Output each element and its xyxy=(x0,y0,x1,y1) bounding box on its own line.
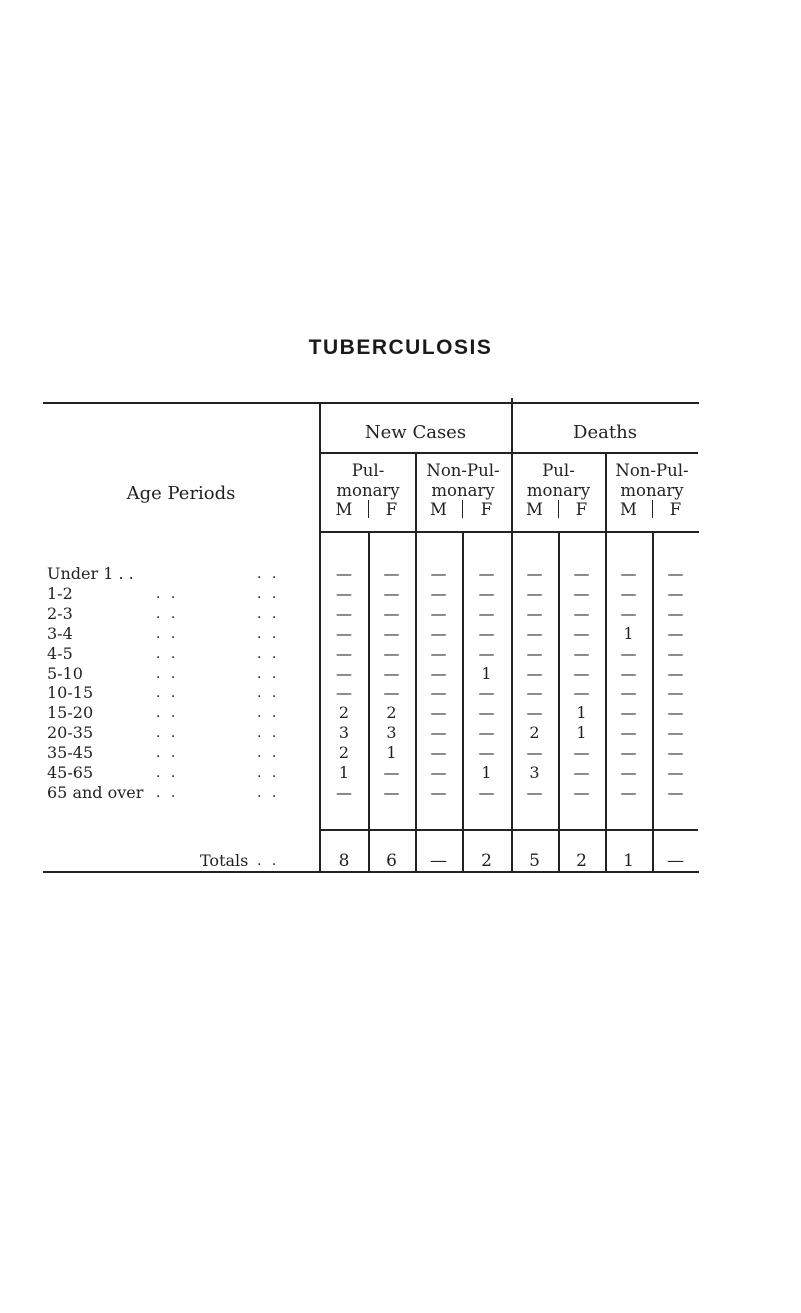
table-cell: 1 xyxy=(338,763,350,782)
table-cell: — xyxy=(478,623,495,643)
table-cell: — xyxy=(336,623,352,643)
table-cell: 1 xyxy=(481,663,492,683)
table-cell: — xyxy=(430,782,447,802)
table-cell: — xyxy=(430,564,447,583)
header-death-pul-1: Pul- xyxy=(542,461,575,480)
table-cell: — xyxy=(526,663,543,683)
table-cell: — xyxy=(620,763,637,782)
table-cell: — xyxy=(383,663,400,683)
row-label: 1-2 xyxy=(47,583,73,603)
row-label: 3-4 xyxy=(47,623,73,643)
table-cell: — xyxy=(383,763,400,782)
table-cell: — xyxy=(526,703,543,723)
table-cell: — xyxy=(667,763,684,782)
row-label: 45-65 xyxy=(47,763,94,782)
table-cell: — xyxy=(430,583,447,603)
row-label: 5-10 xyxy=(47,663,83,683)
row-leader: . . xyxy=(156,765,179,781)
table-cell: — xyxy=(526,623,543,643)
table-cell: — xyxy=(573,564,590,583)
table-cell: — xyxy=(620,743,637,763)
table-cell: — xyxy=(667,623,684,643)
table-cell: — xyxy=(573,782,590,802)
table-cell: — xyxy=(336,643,352,663)
row-leader: . . xyxy=(156,685,179,702)
row-leader: . . xyxy=(156,605,179,622)
table-cell: — xyxy=(526,643,543,663)
row-leader: . . xyxy=(257,585,280,602)
table-cell: — xyxy=(667,683,684,703)
header-f: F xyxy=(385,500,398,519)
row-label: 2-3 xyxy=(47,603,73,623)
table-cell: — xyxy=(430,763,447,782)
table-cell: 3 xyxy=(338,723,350,743)
table-cell: — xyxy=(667,743,684,763)
totals-cell: 8 xyxy=(338,851,350,871)
table-cell: — xyxy=(478,703,495,723)
row-label: Under 1 . . xyxy=(47,564,134,583)
totals-cell: 2 xyxy=(576,851,587,871)
table-cell: — xyxy=(620,603,637,623)
totals-rule xyxy=(320,829,698,831)
row-leader: . . xyxy=(156,725,179,742)
table-cell: — xyxy=(430,683,447,703)
row-label: 4-5 xyxy=(47,643,73,663)
row-leader: . . xyxy=(257,605,280,622)
table-cell: — xyxy=(430,723,447,743)
header-new-nonpul-2: monary xyxy=(431,481,495,500)
header-new-nonpul-1: Non-Pul- xyxy=(426,461,500,480)
table-cell: — xyxy=(573,623,590,643)
table-cell: — xyxy=(336,564,352,583)
totals-cell: 5 xyxy=(529,851,540,871)
row-leader: . . xyxy=(257,725,280,742)
table-cell: 2 xyxy=(386,703,397,723)
header-age-periods: Age Periods xyxy=(126,483,236,504)
header-f: F xyxy=(669,500,682,519)
header-death-nonpul-1: Non-Pul- xyxy=(615,461,689,480)
header-new-pul-1: Pul- xyxy=(351,461,385,480)
table-cell: — xyxy=(430,623,447,643)
table-cell: — xyxy=(478,723,495,743)
group-header-rule xyxy=(320,452,698,454)
row-leader: . . xyxy=(156,745,179,762)
table-cell: 1 xyxy=(576,703,587,723)
table-cell: — xyxy=(430,743,447,763)
table-cell: 2 xyxy=(529,723,540,743)
row-label: 10-15 xyxy=(47,683,94,703)
header-m: M xyxy=(335,500,353,519)
row-label: 35-45 xyxy=(47,743,94,763)
row-label: 20-35 xyxy=(47,723,94,743)
table-cell: — xyxy=(667,564,684,583)
totals-cell: — xyxy=(667,851,684,871)
table-cell: — xyxy=(336,603,352,623)
header-death-nonpul-2: monary xyxy=(620,481,684,500)
table-cell: — xyxy=(620,683,637,703)
table-cell: — xyxy=(620,703,637,723)
table-cell: — xyxy=(667,703,684,723)
table-cell: — xyxy=(430,703,447,723)
row-leader: . . xyxy=(257,765,280,781)
table-cell: — xyxy=(336,663,352,683)
table-cell: — xyxy=(478,683,495,703)
table-cell: 1 xyxy=(481,763,492,782)
row-leader: . . xyxy=(156,625,179,642)
table-cell: — xyxy=(573,763,590,782)
table-cell: — xyxy=(430,603,447,623)
row-leader: . . xyxy=(257,625,280,642)
table-cell: — xyxy=(478,643,495,663)
row-label: 15-20 xyxy=(47,703,94,723)
table-cell: — xyxy=(478,583,495,603)
table-bottom-rule xyxy=(43,871,699,873)
table-cell: — xyxy=(526,583,543,603)
table-cell: — xyxy=(383,623,400,643)
table-cell: 3 xyxy=(529,763,540,782)
row-leader: . . xyxy=(156,645,179,662)
table-cell: — xyxy=(573,583,590,603)
totals-cell: 2 xyxy=(481,851,492,871)
table-cell: — xyxy=(526,683,543,703)
table-cell: — xyxy=(383,583,400,603)
header-f: F xyxy=(480,500,493,519)
table-cell: — xyxy=(383,603,400,623)
totals-cell: — xyxy=(430,851,447,871)
row-label: 65 and over xyxy=(47,782,144,802)
header-m: M xyxy=(620,500,637,519)
header-new-pul-2: monary xyxy=(336,481,400,500)
table-cell: — xyxy=(667,782,684,802)
table-cell: 1 xyxy=(386,743,397,763)
table-cell: — xyxy=(383,683,400,703)
table-cell: — xyxy=(620,643,637,663)
header-m: M xyxy=(526,500,543,519)
table-cell: 2 xyxy=(338,703,350,723)
table-cell: — xyxy=(478,782,495,802)
table-cell: — xyxy=(526,743,543,763)
table-cell: 1 xyxy=(576,723,587,743)
header-deaths: Deaths xyxy=(573,422,637,443)
header-new-cases: New Cases xyxy=(364,422,467,443)
table-top-rule xyxy=(43,402,699,404)
table-cell: — xyxy=(573,663,590,683)
page-title: TUBERCULOSIS xyxy=(308,336,493,359)
table-cell: — xyxy=(478,564,495,583)
row-leader: . . xyxy=(156,705,179,722)
table-cell: — xyxy=(620,583,637,603)
table-cell: — xyxy=(336,782,352,802)
table-cell: — xyxy=(667,603,684,623)
table-cell: — xyxy=(383,564,400,583)
table-cell: — xyxy=(667,583,684,603)
table-cell: — xyxy=(620,723,637,743)
table-cell: — xyxy=(336,683,352,703)
table-cell: — xyxy=(526,603,543,623)
header-m: M xyxy=(430,500,447,519)
table-cell: — xyxy=(478,743,495,763)
row-leader: . . xyxy=(257,745,280,762)
row-leader: . . xyxy=(156,665,179,682)
totals-label: Totals xyxy=(200,851,249,870)
row-leader: . . xyxy=(257,705,280,722)
row-leader: . . xyxy=(156,585,179,602)
totals-leader: . . xyxy=(257,853,280,869)
row-leader: . . xyxy=(257,665,280,682)
table-cell: — xyxy=(667,643,684,663)
table-cell: — xyxy=(573,643,590,663)
table-cell: 3 xyxy=(386,723,397,743)
row-leader: . . xyxy=(257,685,280,702)
table-cell: — xyxy=(573,603,590,623)
table-cell: — xyxy=(573,743,590,763)
table-cell: — xyxy=(383,643,400,663)
table-cell: — xyxy=(383,782,400,802)
table-cell: — xyxy=(620,564,637,583)
totals-cell: 1 xyxy=(623,851,634,871)
table-cell: — xyxy=(478,603,495,623)
table-cell: — xyxy=(620,663,637,683)
table-cell: — xyxy=(573,683,590,703)
row-leader: . . xyxy=(257,645,280,662)
table-cell: 1 xyxy=(623,623,634,643)
table-cell: — xyxy=(620,782,637,802)
table-cell: — xyxy=(526,564,543,583)
table-cell: — xyxy=(430,663,447,683)
header-f: F xyxy=(575,500,588,519)
table-cell: 2 xyxy=(338,743,350,763)
table-cell: — xyxy=(667,663,684,683)
header-death-pul-2: monary xyxy=(526,481,591,500)
table-cell: — xyxy=(430,643,447,663)
table-cell: — xyxy=(667,723,684,743)
row-leader: . . xyxy=(257,784,280,801)
totals-cell: 6 xyxy=(386,851,397,871)
row-leader: . . xyxy=(156,784,179,801)
row-leader: . . xyxy=(257,566,280,582)
table-cell: — xyxy=(526,782,543,802)
table-cell: — xyxy=(336,583,352,603)
